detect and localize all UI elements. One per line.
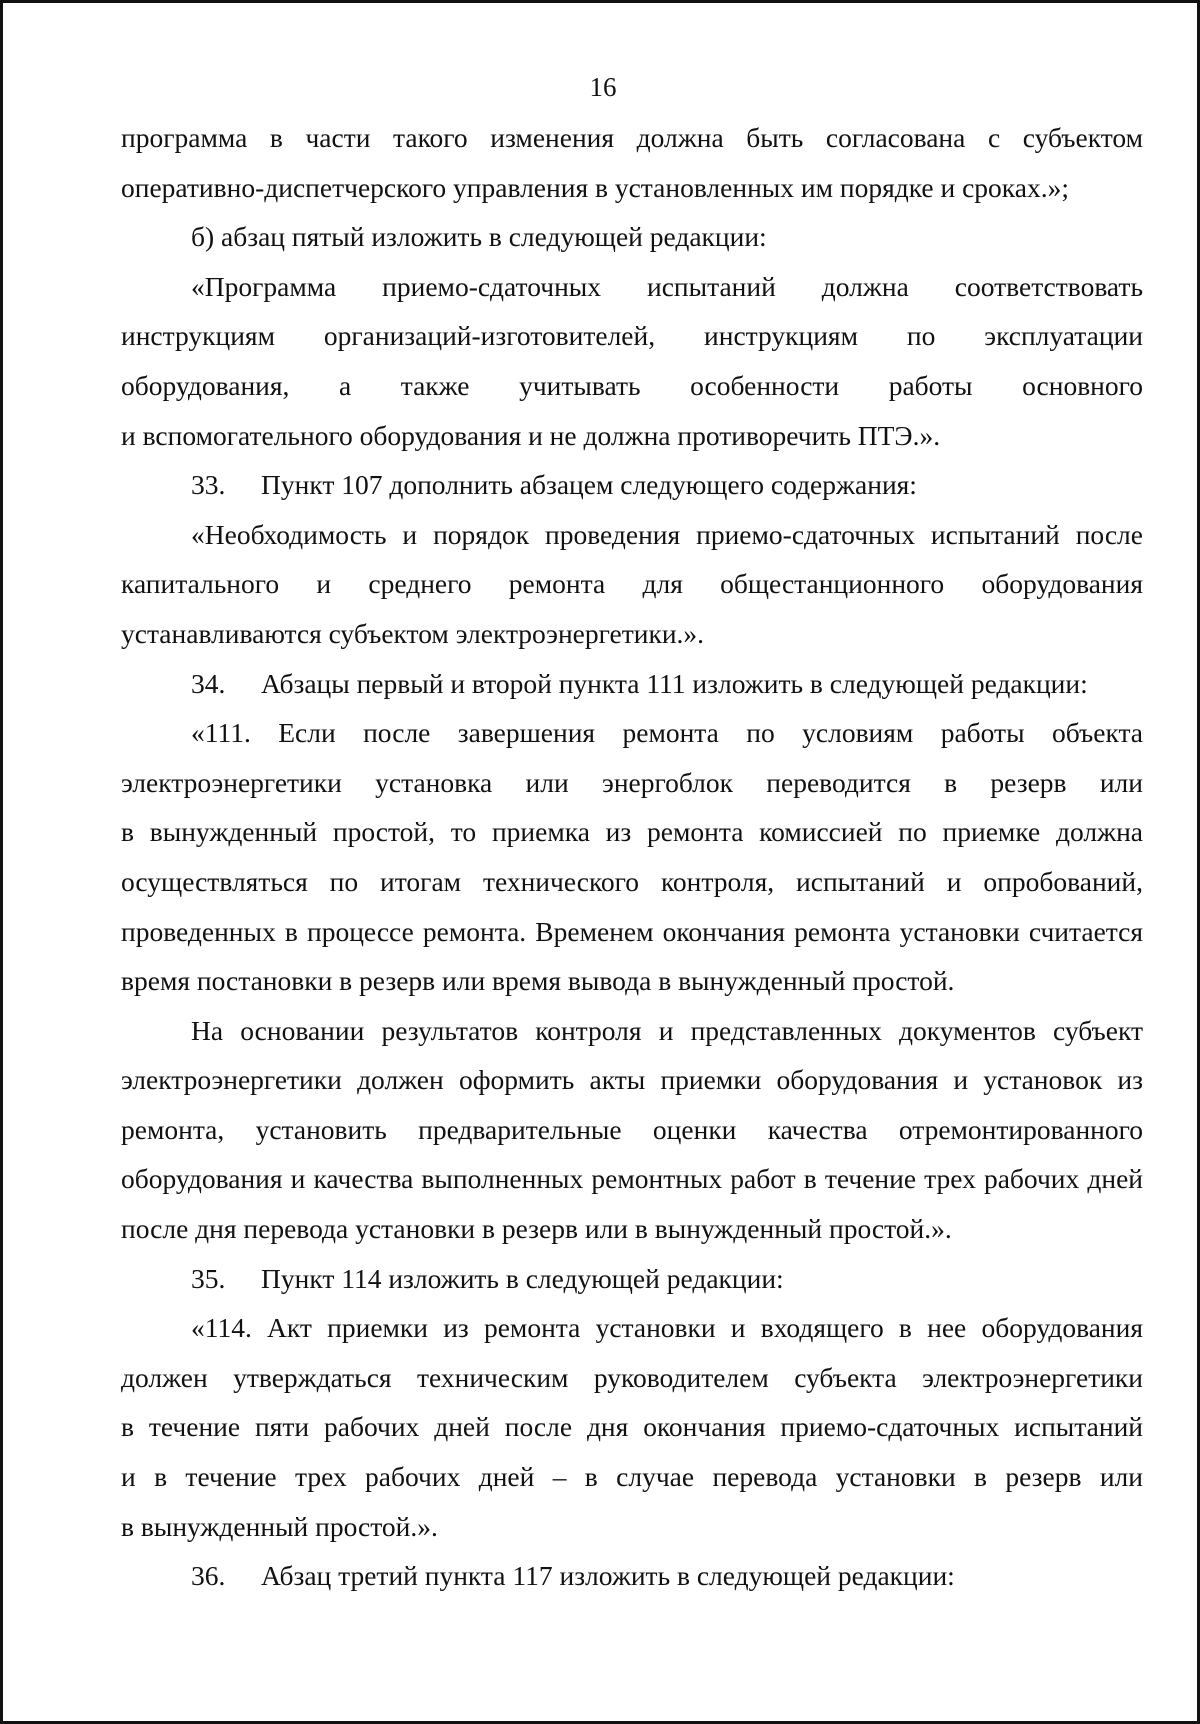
section-heading-text: Пункт 114 изложить в следующей редакции: (261, 1262, 784, 1294)
section-number: 36. (191, 1560, 226, 1592)
text-line: в вынужденный простой, то приемка из ремонта комиссией по приемке должна (121, 816, 1143, 848)
text-line: в вынужденный простой.». (121, 1510, 438, 1542)
section-heading-35 (121, 1254, 1143, 1304)
text-line: оборудования, а также учитывать особенности работы основного (121, 369, 1143, 401)
section-heading-36 (121, 1551, 1143, 1601)
section-number: 34. (191, 667, 226, 699)
text-line: и в течение трех рабочих дней – в случае перевода установки в резерв или (121, 1461, 1143, 1493)
text-line: после дня перевода установки в резерв или в вынужденный простой.». (121, 1213, 952, 1245)
text-line: ремонта, установить предварительные оценки качества отремонтированного (121, 1113, 1143, 1145)
section-heading-text: Абзацы первый и второй пункта 111 изложить в следующей редакции: (261, 667, 1088, 699)
text-line: «Программа приемо-сдаточных испытаний должна соответствовать (191, 270, 1143, 302)
text-line: «114. Акт приемки из ремонта установки и входящего в нее оборудования (191, 1312, 1143, 1344)
section-number: 33. (191, 469, 226, 501)
text-line: оборудования и качества выполненных ремонтных работ в течение трех рабочих дней (121, 1163, 1143, 1195)
section-heading-33 (121, 460, 1143, 510)
text-line: должен утверждаться техническим руководителем субъекта электроэнергетики (121, 1361, 1143, 1393)
text-line: капитального и среднего ремонта для общестанционного оборудования (121, 568, 1143, 600)
text-line: и вспомогательного оборудования и не должна противоречить ПТЭ.». (121, 419, 941, 451)
text-line: «Необходимость и порядок проведения приемо-сдаточных испытаний после (191, 518, 1143, 550)
section-number: 35. (191, 1262, 226, 1294)
text-line: б) абзац пятый изложить в следующей редакции: (191, 221, 767, 253)
text-line: инструкциям организаций-изготовителей, инструкциям по эксплуатации (121, 320, 1143, 352)
text-line: в течение пяти рабочих дней после дня окончания приемо-сдаточных испытаний (121, 1411, 1143, 1443)
section-heading-text: Абзац третий пункта 117 изложить в следующей редакции: (261, 1560, 955, 1592)
text-line: программа в части такого изменения должна быть согласована с субъектом (121, 122, 1143, 153)
text-line: устанавливаются субъектом электроэнергетики.». (121, 617, 705, 649)
text-line: На основании результатов контроля и представленных документов субъект (191, 1014, 1143, 1046)
section-heading-34 (121, 659, 1143, 709)
text-line: «111. Если после завершения ремонта по условиям работы объекта (191, 717, 1143, 749)
text-line: проведенных в процессе ремонта. Временем окончания ремонта установки считается (121, 915, 1143, 947)
text-line: электроэнергетики должен оформить акты приемки оборудования и установок из (121, 1064, 1143, 1096)
text-line: оперативно-диспетчерского управления в установленных им порядке и сроках.»; (121, 171, 1069, 203)
text-line: осуществляться по итогам технического контроля, испытаний и опробований, (121, 865, 1143, 897)
document-text (121, 113, 1143, 1601)
text-line: время постановки в резерв или время вывода в вынужденный простой. (121, 965, 955, 997)
text-line: электроэнергетики установка или энергоблок переводится в резерв или (121, 766, 1143, 798)
page-number: 16 (589, 72, 617, 102)
section-heading-text: Пункт 107 дополнить абзацем следующего содержания: (261, 469, 917, 501)
